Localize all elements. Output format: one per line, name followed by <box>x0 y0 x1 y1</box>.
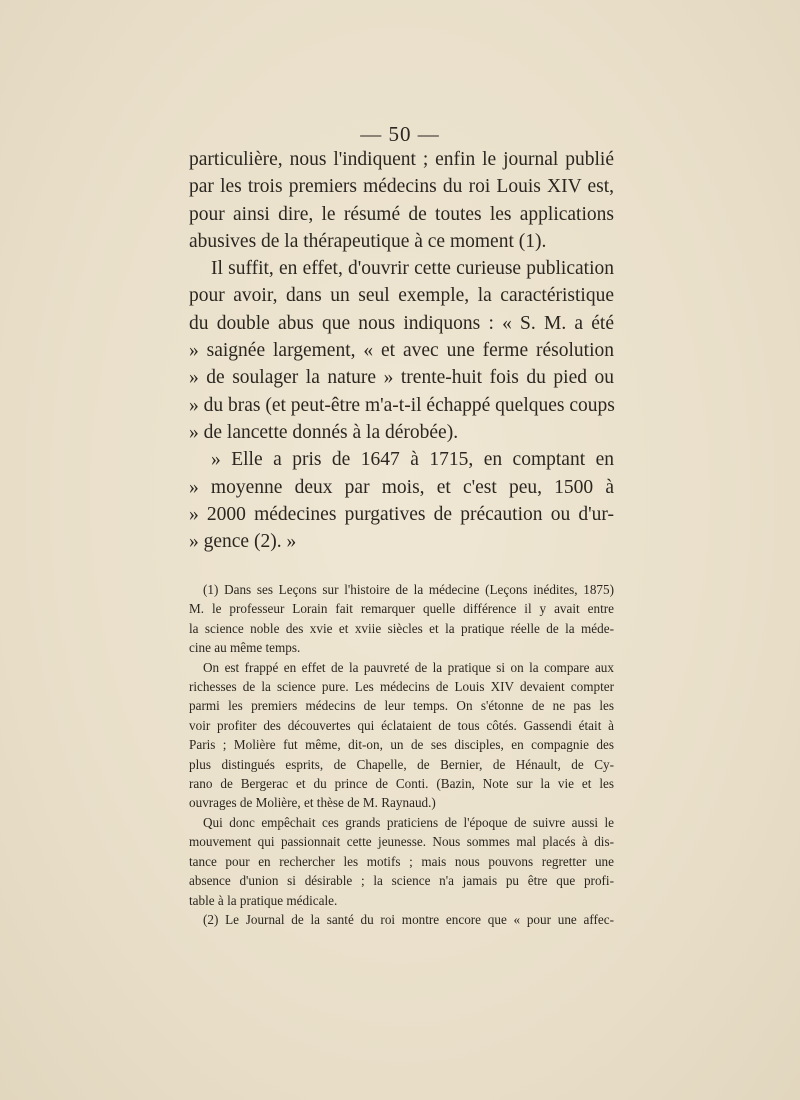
text-line: » de soulager la nature » trente-huit fois du pied ou <box>189 367 614 389</box>
footnote-line: tance pour en rechercher les motifs ; mais nous pouvons regretter une <box>189 853 614 869</box>
footnote-line: absence d'union si désirable ; la science n'a jamais pu être que profi- <box>189 873 614 889</box>
footnote-line: table à la pratique médicale. <box>189 892 338 908</box>
footnote-line: On est frappé en effet de la pauvreté de la pratique si on la compare aux <box>203 659 614 675</box>
text-line: par les trois premiers médecins du roi Louis XIV est, <box>189 176 614 198</box>
text-line: particulière, nous l'indiquent ; enfin le journal publié <box>189 149 614 170</box>
text-line: » gence (2). » <box>189 531 297 553</box>
text-line: pour avoir, dans un seul exemple, la caractéristique <box>189 285 614 307</box>
footnote-line: la science noble des xvie et xviie siècles et la pratique réelle de la méde- <box>189 620 614 636</box>
footnote-line: (1) Dans ses Leçons sur l'histoire de la médecine (Leçons inédites, 1875) <box>203 582 614 597</box>
footnote-line: rano de Bergerac et du prince de Conti. (Bazin, Note sur la vie et les <box>189 776 614 792</box>
text-line: » Elle a pris de 1647 à 1715, en comptant en <box>211 449 614 471</box>
footnote-line: Paris ; Molière fut même, dit-on, un de ses disciples, en compagnie des <box>189 737 614 753</box>
footnote-line: voir profiter des découvertes qui éclataient de tous côtés. Gassendi était à <box>189 717 614 733</box>
text-line: » du bras (et peut-être m'a-t-il échappé quelques coups <box>189 394 615 416</box>
footnote-line: plus distingués esprits, de Chapelle, de Bernier, de Hénault, de Cy- <box>189 756 614 772</box>
footnote-line: parmi les premiers médecins de leur temps. On s'étonne de ne pas les <box>189 698 614 714</box>
footnote-line: ouvrages de Molière, et thèse de M. Raynaud.) <box>189 795 436 811</box>
footnote-line: richesses de la science pure. Les médecins de Louis XIV devaient compter <box>189 679 614 695</box>
text-line: du double abus que nous indiquons : « S. M. a été <box>189 312 614 334</box>
footnote-line: M. le professeur Lorain fait remarquer quelle différence il y avait entre <box>189 601 614 617</box>
footnote-line: cine au même temps. <box>189 640 301 656</box>
main-text <box>189 146 614 555</box>
text-line: pour ainsi dire, le résumé de toutes les applications <box>189 203 614 225</box>
footnotes <box>189 580 614 929</box>
footnote-line: Qui donc empêchait ces grands praticiens de l'époque de suivre aussi le <box>203 814 614 830</box>
text-line: Il suffit, en effet, d'ouvrir cette curieuse publication <box>211 258 614 280</box>
text-line: » saignée largement, « et avec une ferme résolution <box>189 340 614 362</box>
footnote-line: mouvement qui passionnait cette jeunesse. Nous sommes mal placés à dis- <box>189 834 614 850</box>
text-line: » de lancette donnés à la dérobée). <box>189 421 459 443</box>
text-line: » moyenne deux par mois, et c'est peu, 1500 à <box>189 476 614 498</box>
page-number: — 50 — <box>360 122 440 146</box>
text-line: abusives de la thérapeutique à ce moment (1). <box>189 230 547 252</box>
footnote-line: (2) Le Journal de la santé du roi montre encore que « pour une affec- <box>203 911 614 927</box>
text-line: » 2000 médecines purgatives de précaution ou d'ur- <box>189 503 614 525</box>
